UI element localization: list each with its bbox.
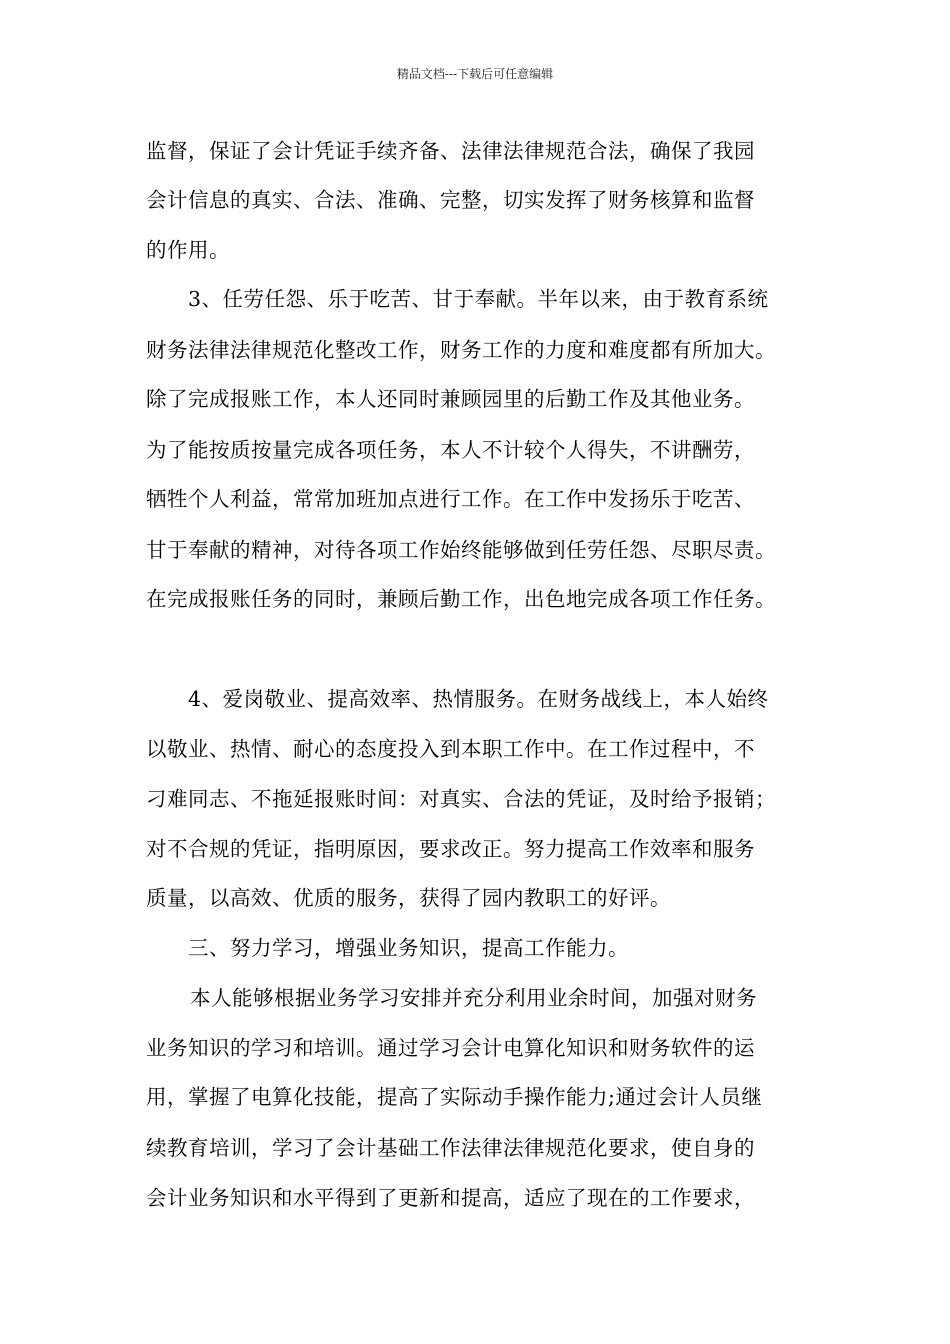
paragraph-line: 会计信息的真实、合法、准确、完整，切实发挥了财务核算和监督: [146, 188, 755, 212]
paragraph-line: 3、任劳任怨、乐于吃苦、甘于奉献。半年以来，由于教育系统: [188, 287, 769, 311]
paragraph-line: 对不合规的凭证，指明原因，要求改正。努力提高工作效率和服务: [146, 837, 755, 861]
paragraph-line: 监督，保证了会计凭证手续齐备、法律法律规范合法，确保了我园: [146, 139, 755, 163]
paragraph-line: 会计业务知识和水平得到了更新和提高，适应了现在的工作要求，: [146, 1186, 755, 1210]
paragraph-line: 用，掌握了电算化技能，提高了实际动手操作能力;通过会计人员继: [146, 1085, 763, 1109]
paragraph-line: 业务知识的学习和培训。通过学习会计电算化知识和财务软件的运: [146, 1036, 755, 1060]
paragraph-line: 牺牲个人利益，常常加班加点进行工作。在工作中发扬乐于吃苦、: [146, 487, 755, 511]
paragraph-line: 以敬业、热情、耐心的态度投入到本职工作中。在工作过程中，不: [146, 737, 755, 761]
page-header: 精品文档---下载后可任意编辑: [396, 67, 554, 81]
paragraph-line: 为了能按质按量完成各项任务，本人不计较个人得失，不讲酬劳，: [146, 438, 755, 462]
paragraph-line: 除了完成报账工作，本人还同时兼顾园里的后勤工作及其他业务。: [146, 387, 755, 411]
paragraph-line: 在完成报账任务的同时，兼顾后勤工作，出色地完成各项工作任务。: [146, 587, 776, 611]
paragraph-line: 的作用。: [146, 238, 230, 262]
section-heading: 三、努力学习，增强业务知识，提高工作能力。: [188, 936, 629, 960]
paragraph-line: 甘于奉献的精神，对待各项工作始终能够做到任劳任怨、尽职尽责。: [146, 538, 776, 562]
paragraph-line: 4、爱岗敬业、提高效率、热情服务。在财务战线上，本人始终: [188, 687, 769, 711]
paragraph-line: 续教育培训，学习了会计基础工作法律法律规范化要求，使自身的: [146, 1136, 755, 1160]
paragraph-line: 财务法律法律规范化整改工作，财务工作的力度和难度都有所加大。: [146, 338, 776, 362]
paragraph-line: 本人能够根据业务学习安排并充分利用业余时间，加强对财务: [190, 986, 757, 1010]
paragraph-line: 刁难同志、不拖延报账时间：对真实、合法的凭证，及时给予报销；: [146, 787, 776, 811]
paragraph-line: 质量，以高效、优质的服务，获得了园内教职工的好评。: [146, 886, 671, 910]
